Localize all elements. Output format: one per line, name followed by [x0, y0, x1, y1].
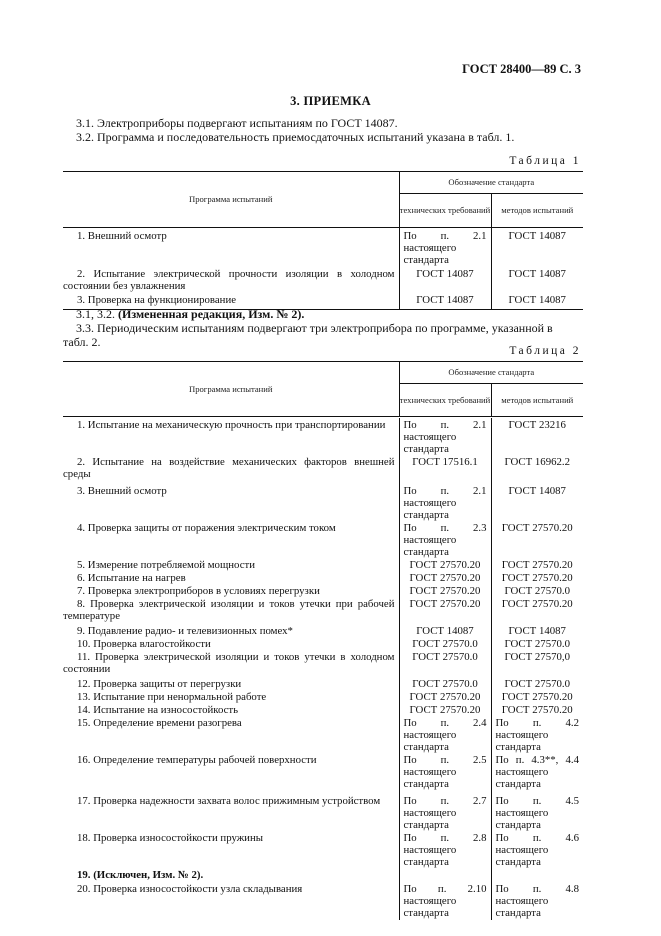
table2-header-methods: методов испытаний — [491, 384, 583, 417]
table2-row-methods: ГОСТ 23216 — [508, 419, 566, 431]
table1-row1-methods: ГОСТ 14087 — [508, 230, 566, 242]
table2-row — [63, 690, 583, 703]
table2-row — [63, 794, 583, 831]
table1-header-designation: Обозначение стандарта — [399, 172, 583, 194]
table2-row-tech: ГОСТ 14087 — [399, 624, 491, 637]
table2-row-program — [63, 868, 399, 882]
table2-row-program: 8. Проверка электрической изоляции и токов утечки при рабочей температуре — [63, 597, 399, 624]
table2-row-tech: По п. 2.4 настоящего стандарта — [399, 716, 491, 753]
section-title: 3. ПРИЕМКА — [290, 94, 371, 108]
table2-row-tech: ГОСТ 27570.20 — [399, 690, 491, 703]
table2-row-program: 3. Внешний осмотр — [63, 484, 399, 521]
table2-row — [63, 716, 583, 753]
table-2 — [63, 361, 583, 417]
table2-row-program: 1. Испытание на механическую прочность при транспортировании — [63, 418, 399, 455]
table2-row — [63, 484, 583, 521]
table2-row-tech: ГОСТ 27570.0 — [399, 677, 491, 690]
table1-row1-tech: По п. 2.1 настоящего стандарта — [399, 228, 491, 267]
table2-row-tech: ГОСТ 27570.20 — [399, 703, 491, 716]
table2-row — [63, 831, 583, 868]
table2-row-program: 2. Испытание на воздействие механических факторов внешней среды — [63, 455, 399, 484]
table2-row-program: 10. Проверка влагостойкости — [63, 637, 399, 650]
table2-row-methods: ГОСТ 16962.2 — [504, 456, 570, 468]
table2-row — [63, 558, 583, 571]
table2-row-tech: По п. 2.10 настоящего стандарта — [399, 882, 491, 920]
table1-caption: Таблица 1 — [509, 155, 581, 167]
table2-row-tech — [399, 868, 491, 882]
table2-row-program: 18. Проверка износостойкости пружины — [63, 831, 399, 868]
table1-row3-methods: ГОСТ 14087 — [491, 292, 583, 310]
table2-row-methods: По п. 4.6 настоящего стандарта — [495, 832, 579, 868]
table1-row2-program: 2. Испытание электрической прочности изоляции в холодном состоянии без увлажнения — [63, 266, 399, 292]
table2-row-program: 14. Испытание на износостойкость — [63, 703, 399, 716]
amendment-note: (Измененная редакция, Изм. № 2). — [118, 307, 305, 321]
table2-row — [63, 753, 583, 794]
table2-row-methods: По п. 4.8 настоящего стандарта — [495, 883, 579, 919]
table2-row-tech: ГОСТ 27570.20 — [399, 597, 491, 624]
table2-row — [63, 637, 583, 650]
paragraph-3-1: 3.1. Электроприборы подвергают испытаниям по ГОСТ 14087. — [76, 116, 398, 130]
amendment-prefix: 3.1, 3.2. — [76, 307, 115, 321]
table2-row-tech: ГОСТ 27570.0 — [399, 650, 491, 677]
table2-row-program: 15. Определение времени разогрева — [63, 716, 399, 753]
table2-row — [63, 703, 583, 716]
table2-row-methods: ГОСТ 14087 — [508, 485, 566, 497]
table2-row — [63, 418, 583, 455]
table1-header-tech: технических требований — [399, 194, 491, 228]
table1-row1-program: 1. Внешний осмотр — [63, 228, 399, 267]
table2-row-program: 12. Проверка защиты от перегрузки — [63, 677, 399, 690]
table2-row-tech: ГОСТ 17516.1 — [399, 455, 491, 484]
table2-row-methods: ГОСТ 27570,0 — [504, 651, 570, 663]
table2-row-program: 17. Проверка надежности захвата волос прижимным устройством — [63, 794, 399, 831]
table2-row-methods: По п. 4.2 настоящего стандарта — [495, 717, 579, 753]
excluded-item-note: 19. (Исключен, Изм. № 2). — [77, 869, 204, 881]
table2-row-methods: ГОСТ 27570.0 — [504, 585, 570, 597]
table2-row — [63, 650, 583, 677]
table2-row — [63, 677, 583, 690]
table1-header-program: Программа испытаний — [63, 172, 399, 228]
paragraph-3-2: 3.2. Программа и последовательность приемосдаточных испытаний указана в табл. 1. — [76, 130, 515, 144]
table2-header-tech: технических требований — [399, 384, 491, 417]
table2-row-tech: ГОСТ 27570.0 — [399, 637, 491, 650]
table2-row — [63, 584, 583, 597]
table2-row-program: 9. Подавление радио- и телевизионных помех* — [63, 624, 399, 637]
table1-row3-program: 3. Проверка на функционирование — [63, 292, 399, 310]
table1-row2-methods: ГОСТ 14087 — [508, 268, 566, 280]
table2-row-tech: ГОСТ 27570.20 — [399, 571, 491, 584]
table2-row — [63, 521, 583, 558]
table2-row — [63, 597, 583, 624]
table2-row-program: 11. Проверка электрической изоляции и токов утечки в холодном состоянии — [63, 650, 399, 677]
table2-header-program: Программа испытаний — [63, 362, 399, 417]
table2-row-tech: По п. 2.8 настоящего стандарта — [399, 831, 491, 868]
table2-row-program: 20. Проверка износостойкости узла складывания — [63, 882, 399, 920]
table2-row-methods: ГОСТ 27570.0 — [504, 678, 570, 690]
table2-row-methods: ГОСТ 27570.20 — [501, 598, 573, 610]
page-header: ГОСТ 28400—89 С. 3 — [462, 62, 581, 76]
table-1 — [63, 171, 583, 310]
table2-row — [63, 455, 583, 484]
table2-row-tech: ГОСТ 27570.20 — [399, 584, 491, 597]
table2-row-methods: ГОСТ 27570.20 — [501, 704, 573, 716]
table2-row-tech: По п. 2.1 настоящего стандарта — [399, 484, 491, 521]
table2-row-tech: По п. 2.7 настоящего стандарта — [399, 794, 491, 831]
table2-row — [63, 882, 583, 920]
table2-row — [63, 624, 583, 637]
paragraph-3-3-line2: табл. 2. — [63, 335, 101, 349]
table2-row-methods: ГОСТ 27570.0 — [504, 638, 570, 650]
table2-row-tech: ГОСТ 27570.20 — [399, 558, 491, 571]
table2-row-program: 4. Проверка защиты от поражения электрическим током — [63, 521, 399, 558]
table2-row-program: 16. Определение температуры рабочей поверхности — [63, 753, 399, 794]
table2-row-methods — [491, 868, 583, 882]
table2-row-methods: ГОСТ 27570.20 — [501, 559, 573, 571]
table2-row-methods: ГОСТ 27570.20 — [501, 572, 573, 584]
table2-row-program: 7. Проверка электроприборов в условиях перегрузки — [63, 584, 399, 597]
table1-row2-tech: ГОСТ 14087 — [399, 266, 491, 292]
table-2-body — [63, 418, 583, 920]
paragraph-3-3-line1: 3.3. Периодическим испытаниям подвергают три электроприбора по программе, указанной в — [76, 321, 553, 335]
table2-row-program: 6. Испытание на нагрев — [63, 571, 399, 584]
table1-header-methods: методов испытаний — [491, 194, 583, 228]
paragraph-3-1-3-2-amendment — [76, 307, 581, 321]
table2-row-program: 13. Испытание при ненормальной работе — [63, 690, 399, 703]
table2-row-methods: По п. 4.3**, 4.4 настоящего стандарта — [495, 754, 579, 790]
table1-row3-tech: ГОСТ 14087 — [399, 292, 491, 310]
table2-header-designation: Обозначение стандарта — [399, 362, 583, 384]
table2-row-program: 5. Измерение потребляемой мощности — [63, 558, 399, 571]
table2-row-methods: ГОСТ 14087 — [508, 625, 566, 637]
table2-row-methods: ГОСТ 27570.20 — [501, 691, 573, 703]
table2-row-tech: По п. 2.1 настоящего стандарта — [399, 418, 491, 455]
table2-row — [63, 571, 583, 584]
table2-row-tech: По п. 2.5 настоящего стандарта — [399, 753, 491, 794]
table2-row-methods: ГОСТ 27570.20 — [501, 522, 573, 534]
table2-row-methods: По п. 4.5 настоящего стандарта — [495, 795, 579, 831]
table2-caption: Таблица 2 — [509, 345, 581, 357]
table2-row — [63, 868, 583, 882]
table2-row-tech: По п. 2.3 настоящего стандарта — [399, 521, 491, 558]
